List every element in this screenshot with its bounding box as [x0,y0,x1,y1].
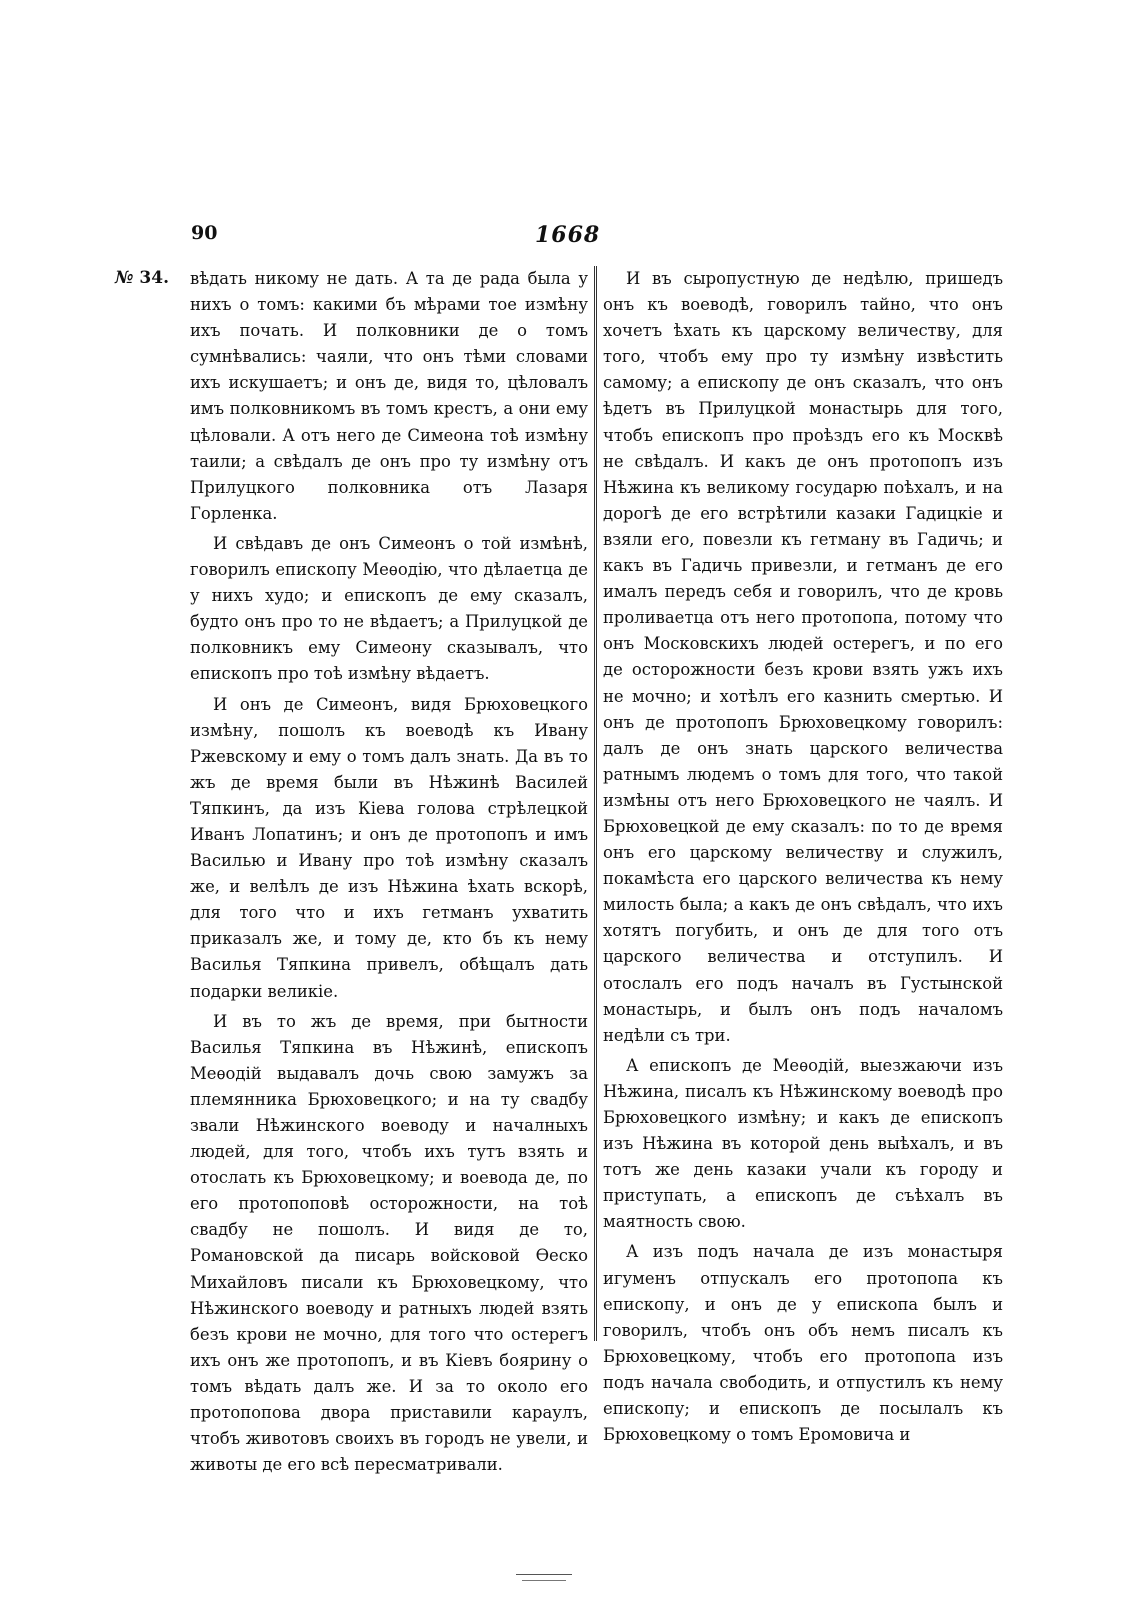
page-year-heading: 1668 [535,222,601,248]
paragraph: И въ сыропустную де недѣлю, пришедъ онъ къ воеводѣ, говорилъ тайно, что онъ хочетъ ѣхать къ царскому величеству, для того, чтобъ ему про ту измѣну извѣстить самому; а епископу де онъ сказалъ, что онъ ѣдетъ въ Прилуцкой монастырь для того, чтобъ епископъ про проѣздъ его къ Москвѣ не свѣдалъ. И какъ де онъ протопопъ изъ Нѣжина къ великому государю поѣхалъ, и на дорогѣ де его встрѣтили казаки Гадицкіе и взяли его, повезли къ гетману въ Гадичь; и какъ въ Гадичь привезли, и гетманъ де его ималъ передъ себя и говорилъ, что де кровь проливаетца отъ него протопопа, потому что онъ Московскихъ людей остерегъ, и по его де осторожности безъ крови взять ужъ ихъ не мочно; и хотѣлъ его казнить смертью. И онъ де протопопъ Брюховецкому говорилъ: далъ де онъ знать царского величества ратнымъ людемъ о томъ для того, что такой измѣны отъ него Брюховецкого не чаялъ. И Брюховецкой де ему сказалъ: по то де время онъ его царскому величеству и служилъ, покамѣста его царского величества къ нему милость была; а какъ де онъ свѣдалъ, что ихъ хотятъ погубить, и онъ де для того отъ царского величества и отступилъ. И отослалъ его подъ началъ въ Густынской монастырь, и былъ онъ подъ началомъ недѣли съ три. [603,269,1003,1045]
column-divider [594,266,597,1341]
bottom-rule [516,1574,572,1575]
numero-sign: № [115,268,134,288]
paragraph: И свѣдавъ де онъ Симеонъ о той измѣнѣ, говорилъ епископу Меѳодію, что дѣлаетца де у нихъ худо; и епископъ де ему сказалъ, будто онъ про то не вѣдаетъ; а Прилуцкой де полковникъ ему Симеону сказывалъ, что епископъ про тоѣ измѣну вѣдаетъ. [190,533,588,684]
bottom-rule-secondary [522,1580,566,1581]
text-column-right [603,266,1003,1452]
paragraph: И онъ де Симеонъ, видя Брюховецкого измѣну, пошолъ къ воеводѣ къ Ивану Ржевскому и ему о томъ далъ знать. Да въ то жъ де время были въ Нѣжинѣ Василей Тяпкинъ, да изъ Кіева голова стрѣлецкой Иванъ Лопатинъ; и онъ де протопопъ и имъ Василью и Ивану про тоѣ измѣну сказалъ же, и велѣлъ де изъ Нѣжина ѣхать вскорѣ, для того что и ихъ гетманъ ухватить приказалъ же, и тому де, кто бъ къ нему Василья Тяпкина привелъ, обѣщалъ дать подарки великіе. [190,694,588,1001]
paragraph: А изъ подъ начала де изъ монастыря игуменъ отпускалъ его протопопа къ епископу, и онъ де у епископа былъ и говорилъ, чтобъ онъ объ немъ писалъ къ Брюховецкому, чтобъ его протопопа изъ подъ начала свободить, и отпустилъ къ нему епископу; и епископъ де посылалъ къ Брюховецкому о томъ Еромовича и [603,1242,1003,1445]
paragraph: вѣдать никому не дать. А та де рада была у нихъ о томъ: какими бъ мѣрами тое измѣну ихъ почать. И полковники де о томъ сумнѣвались: чаяли, что онъ тѣми словами ихъ искушаетъ; и онъ де, видя то, цѣловалъ имъ полковникомъ въ томъ крестъ, а они ему цѣловали. А отъ него де Симеона тоѣ измѣну таили; а свѣдалъ де онъ про ту измѣну отъ Прилуцкого полковника отъ Лазаря Горленка. [190,269,588,523]
text-column-left [190,266,588,1482]
paragraph: А епископъ де Меѳодій, выезжаючи изъ Нѣжина, писалъ къ Нѣжинскому воеводѣ про Брюховецкого измѣну; и какъ де епископъ изъ Нѣжина въ которой день выѣхалъ, и въ тотъ же день казаки учали къ городу и приступать, а епископъ де съѣхалъ въ маятность свою. [603,1055,1003,1232]
document-number-marker [115,268,169,288]
paragraph: И въ то жъ де время, при бытности Василья Тяпкина въ Нѣжинѣ, епископъ Меѳодій выдавалъ дочь свою замужъ за племянника Брюховецкого; и на ту свадбу звали Нѣжинского воеводу и началныхъ людей, для того, чтобъ ихъ тутъ взять и отослать къ Брюховецкому; и воевода де, по его протопоповѣ осторожности, на тоѣ свадбу не пошолъ. И видя де то, Романовской да писарь войсковой Ѳеско Михайловъ писали къ Брюховецкому, что Нѣжинского воеводу и ратныхъ людей взять безъ крови не мочно, для того что остерегъ ихъ онъ же протопопъ, и въ Кіевъ боярину о томъ вѣдать далъ же. И за то около его протопопова двора приставили караулъ, чтобъ животовъ своихъ въ городъ не увели, и животы де его всѣ пересматривали. [190,1011,588,1475]
document-number-value: 34. [139,268,169,288]
page-number: 90 [191,222,218,244]
